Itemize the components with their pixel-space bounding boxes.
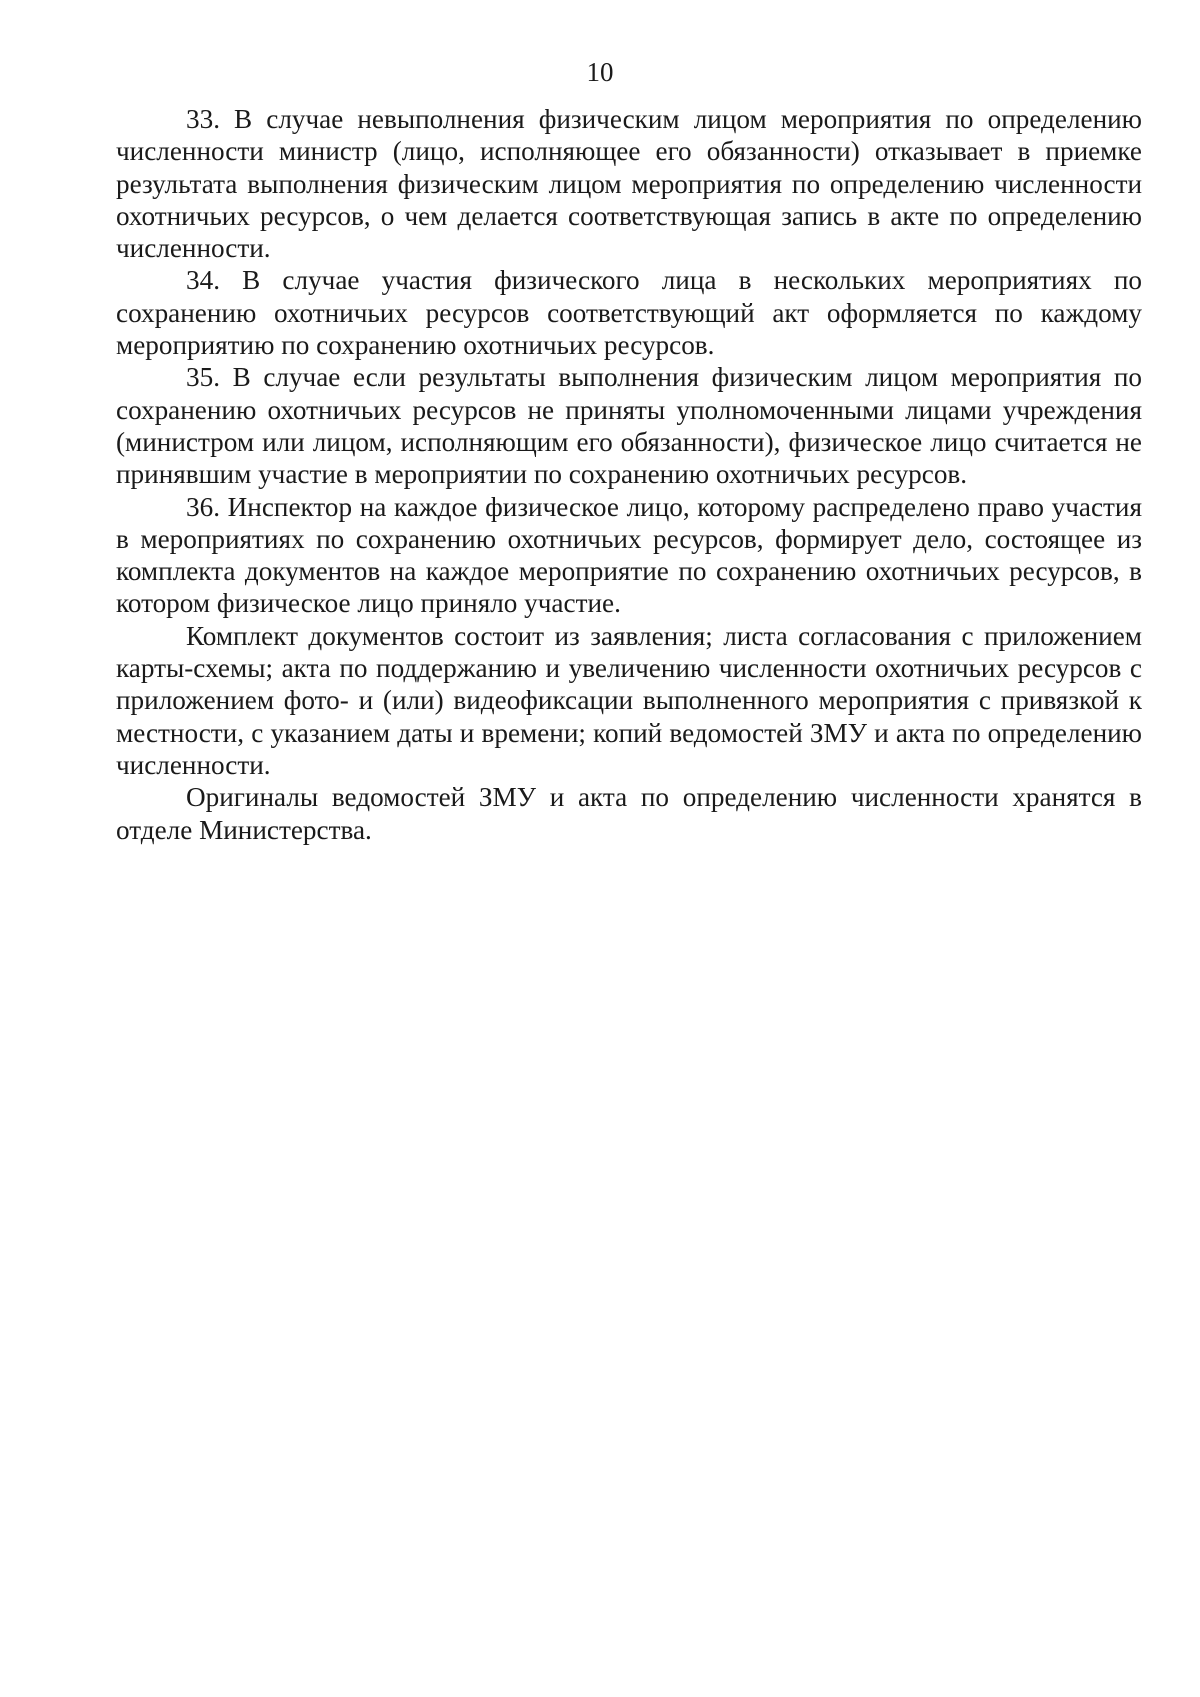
paragraph-36: 36. Инспектор на каждое физическое лицо, которому распределено право участия в мероприятиях по сохранению охотничьих ресурсов, формирует дело, состоящее из комплекта документов на каждое мероприятие по сохранению охотничьих ресурсов, в котором физическое лицо приняло участие. xyxy=(116,491,1142,619)
page-number: 10 xyxy=(586,57,614,87)
paragraph-34: 34. В случае участия физического лица в нескольких мероприятиях по сохранению охотничьих ресурсов соответствующий акт оформляется по каждому мероприятию по сохранению охотничьих ресурсов. xyxy=(116,265,1142,361)
paragraph-originals: Оригиналы ведомостей ЗМУ и акта по определению численности хранятся в отделе Министерства. xyxy=(116,782,1142,845)
document-body xyxy=(116,103,1142,846)
paragraph-35: 35. В случае если результаты выполнения физическим лицом мероприятия по сохранению охотничьих ресурсов не приняты уполномоченными лицами учреждения (министром или лицом, исполняющим его обязанности), физическое лицо считается не принявшим участие в мероприятии по сохранению охотничьих ресурсов. xyxy=(116,362,1142,490)
paragraph-document-set: Комплект документов состоит из заявления; листа согласования с приложением карты-схемы; акта по поддержанию и увеличению численности охотничьих ресурсов с приложением фото- и (или) видеофиксации выполненного мероприятия с привязкой к местности, с указанием даты и времени; копий ведомостей ЗМУ и акта по определению численности. xyxy=(116,620,1142,780)
paragraph-33: 33. В случае невыполнения физическим лицом мероприятия по определению численности министр (лицо, исполняющее его обязанности) отказывает в приемке результата выполнения физическим лицом мероприятия по определению численности охотничьих ресурсов, о чем делается соответствующая запись в акте по определению численности. xyxy=(116,104,1142,264)
